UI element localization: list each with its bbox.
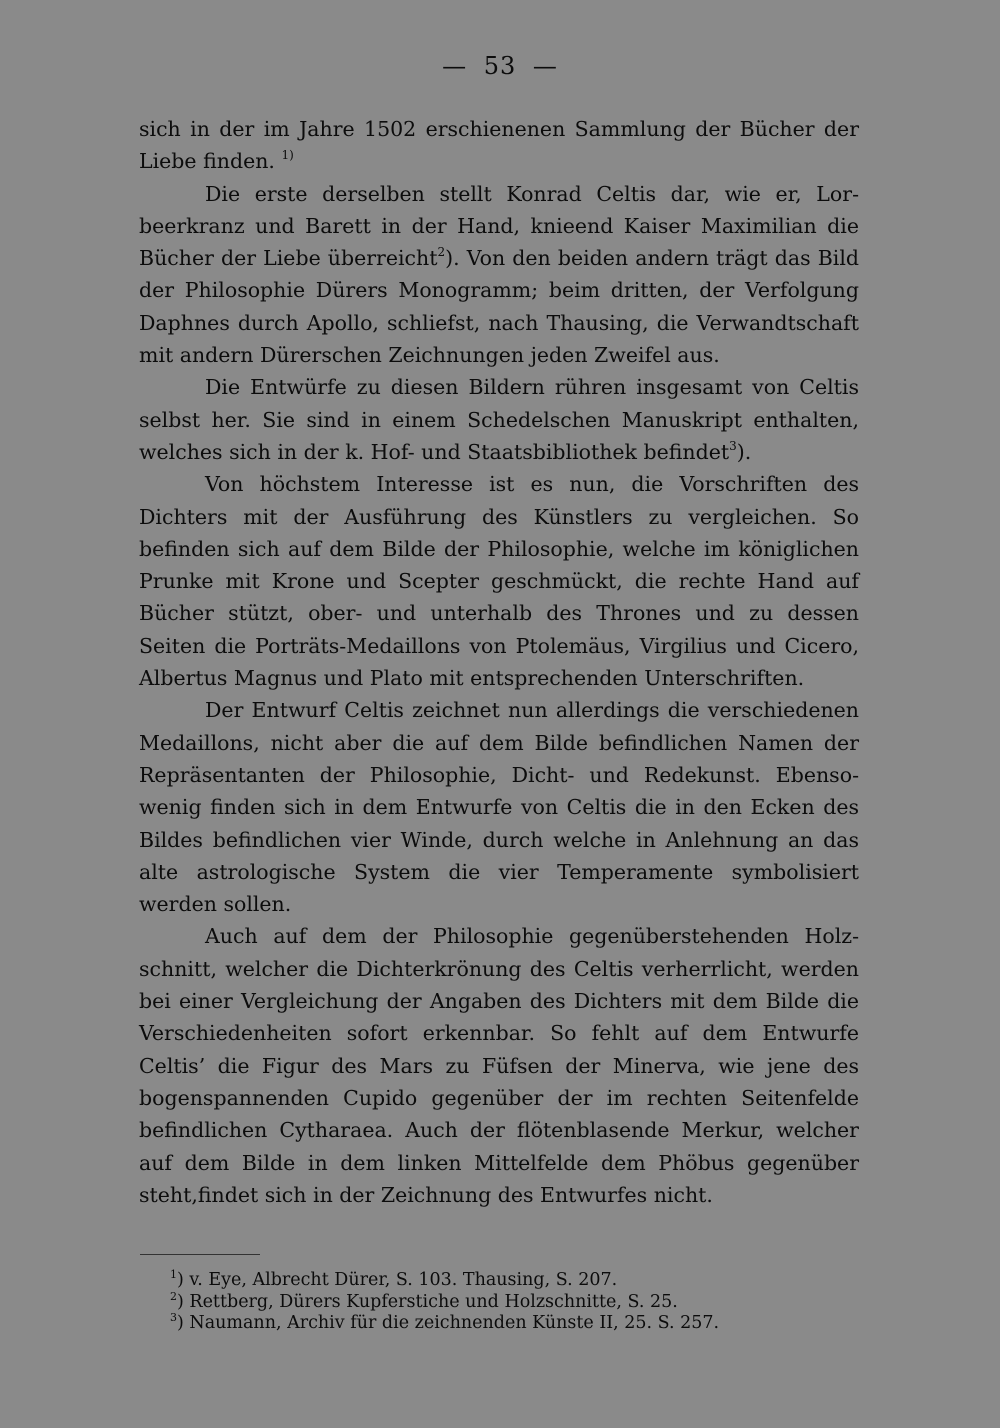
paragraph xyxy=(139,468,859,694)
footnote-text: ) v. Eye, Albrecht Dürer, S. 103. Thausing, S. 207. xyxy=(177,1270,618,1290)
paragraph xyxy=(139,920,859,1211)
footnote xyxy=(170,1313,860,1335)
body-text xyxy=(139,113,859,1211)
footnote-ref-number: 2 xyxy=(437,245,446,260)
paragraph-text: Die Entwürfe zu diesen Bildern rühren insgesamt von Celtis selbst her. Sie sind in einem Schedelschen Manuskript enthalten, welches sich in der k. Hof- und Staatsbibliothek befindet xyxy=(139,375,859,464)
footnote-ref xyxy=(437,245,445,259)
paragraph: Die Entwürfe zu diesen Bildern rühren insgesamt von Celtis selbst her. Sie sind in einem Schedelschen Manuskript enthalten, welches sich in der k. Hof- und Staatsbibliothek befindet$^3$). xyxy=(139,375,859,464)
footnotes xyxy=(170,1270,860,1335)
paragraph-text: sich in der im Jahre 1502 erschienenen Sammlung der Bücher der Liebe finden. xyxy=(139,117,859,174)
paragraph-text: Von höchstem Interesse ist es nun, die Vorschriften des Dichters mit der Ausführung des Künstlers zu vergleichen. So befinden sich auf dem Bilde der Philosophie, welche im königlichen Prunke mit Krone und Scepter geschmückt, die rechte Hand auf Bücher stützt, ober- und unterhalb des Thrones und zu dessen Seiten die Porträts-Medaillons von Ptolemäus, Virgilius und Cicero, Albertus Magnus und Plato mit entsprechenden Unterschriften. xyxy=(139,472,859,691)
footnote-text: ) Naumann, Archiv für die zeichnenden Künste II, 25. S. 257. xyxy=(177,1313,720,1333)
footnote xyxy=(170,1289,860,1314)
paragraph xyxy=(139,694,859,920)
paragraph: Die erste derselben stellt Konrad Celtis dar, wie er, Lorbeerkranz und Barett in der Hand, knieend Kaiser Maximilian die Bücher der Liebe überreicht$^2$). Von den beiden andern trägt das Bild der Philosophie Dürers Monogramm; beim dritten, der Verfolgung Daphnes durch Apollo, schliefst, nach Thausing, die Verwandtschaft mit andern Dürerschen Zeichnungen jeden Zweifel aus. xyxy=(139,181,859,368)
footnote-ref-number: 1 xyxy=(281,148,290,163)
footnote-mark: 3 xyxy=(170,1311,177,1324)
footnote-separator xyxy=(140,1254,260,1255)
footnote-ref xyxy=(729,439,737,453)
footnote-mark: 1 xyxy=(170,1268,177,1281)
paragraph-text: Auch auf dem der Philosophie gegenüberstehenden Holzschnitt, welcher die Dichterkrönung des Celtis verherrlicht, werden bei einer Vergleichung der Angaben des Dichters mit dem Bilde die Verschiedenheiten sofort erkennbar. So fehlt auf dem Entwurfe Celtis’ die Figur des Mars zu Füfsen der Minerva, wie jene des bogenspannenden Cupido gegenüber der im rechten Seitenfelde befindlichen Cytharaea. Auch der flötenblasende Merkur, welcher auf dem Bilde in dem linken Mittelfelde dem Phöbus gegenüber steht,findet sich in der Zeichnung des Entwurfes nicht. xyxy=(139,924,859,1207)
page-number: — 53 — xyxy=(442,52,558,80)
paragraph-text: Die erste derselben stellt Konrad Celtis dar, wie er, Lorbeerkranz und Barett in der Hand, knieend Kaiser Maximilian die Bücher der Liebe überreicht xyxy=(139,181,859,271)
footnote-text: ) Rettberg, Dürers Kupferstiche und Holzschnitte, S. 25. xyxy=(177,1291,678,1312)
footnote-ref: 1) xyxy=(281,148,294,163)
footnote xyxy=(170,1270,860,1292)
paragraph-text: Der Entwurf Celtis zeichnet nun allerdings die verschiedenen Medaillons, nicht aber die auf dem Bilde befindlichen Namen der Repräsentanten der Philosophie, Dicht- und Redekunst. Ebensowenig finden sich in dem Entwurfe von Celtis die in den Ecken des Bildes befindlichen vier Winde, durch welche in Anlehnung an das alte astrologische System die vier Temperamente symbolisiert werden sollen. xyxy=(139,698,859,917)
paragraph-text-continued: . xyxy=(744,439,752,464)
footnote-ref-number: 3 xyxy=(729,438,737,453)
paragraph xyxy=(139,113,859,178)
footnote-mark: 2 xyxy=(170,1289,177,1303)
paragraph-text-continued: . Von den beiden andern trägt das Bild der Philosophie Dürers Monogramm; beim dritten, der Verfolgung Daphnes durch Apollo, schliefst, nach Thausing, die Verwandtschaft mit andern Dürerschen Zeichnungen jeden Zweifel aus. xyxy=(139,246,859,368)
